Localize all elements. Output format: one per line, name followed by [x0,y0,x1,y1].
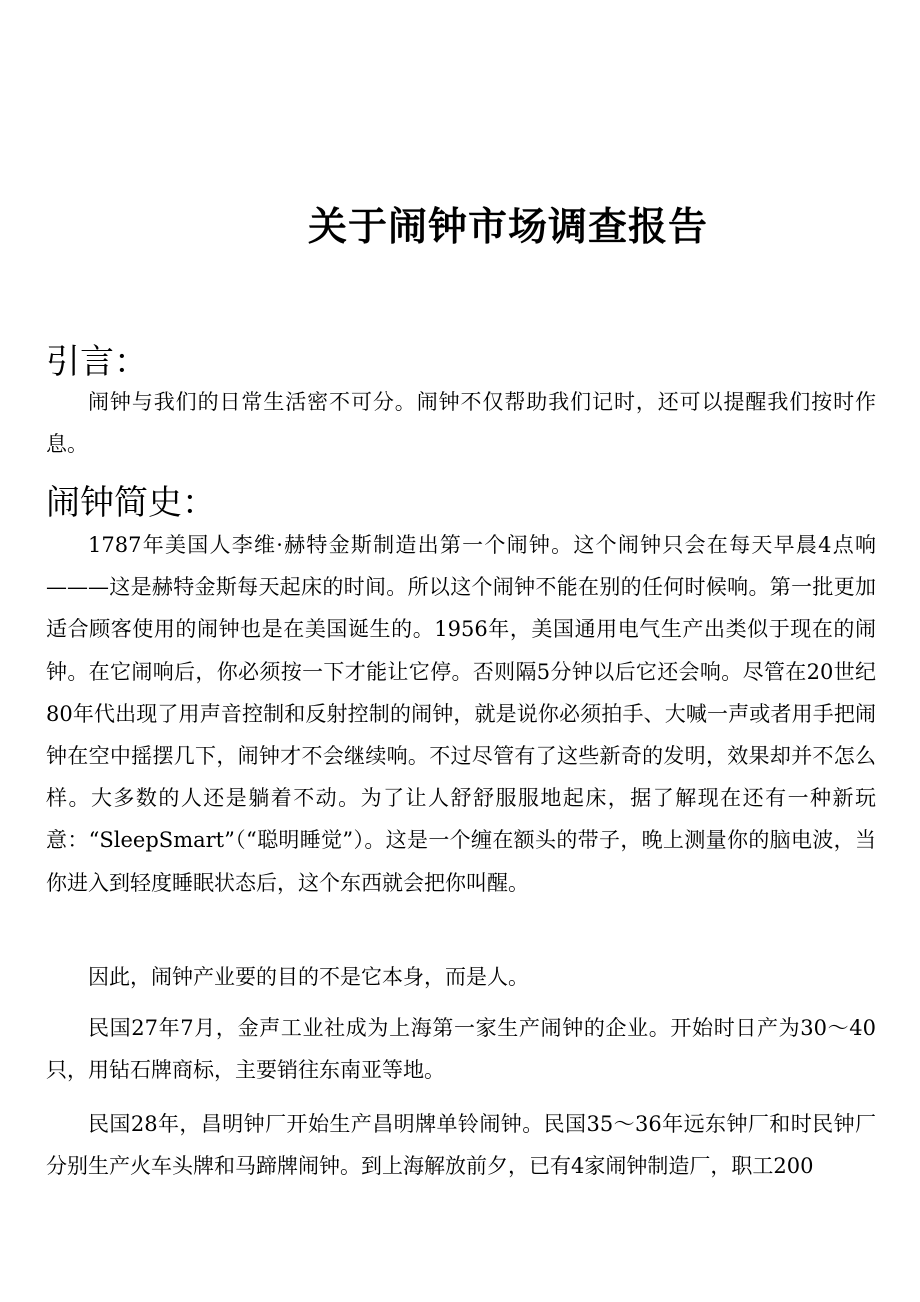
section-heading-intro: 引言： [46,342,148,382]
history-paragraph-2: 因此，闹钟产业要的目的不是它本身，而是人。 [88,965,529,989]
intro-paragraph: 闹钟与我们的日常生活密不可分。闹钟不仅帮助我们记时，还可以提醒我们按时作息。 [46,390,876,457]
history-paragraph-3: 民国27年7月，金声工业社成为上海第一家生产闹钟的企业。开始时日产为30～40只，用钻石牌商标，主要销往东南亚等地。 [46,1016,876,1083]
section-heading-history: 闹钟简史： [46,483,216,523]
document-title: 关于闹钟市场调查报告 [307,205,708,250]
history-paragraph-4: 民国28年，昌明钟厂开始生产昌明牌单铃闹钟。民国35～36年远东钟厂和时民钟厂分别生产火车头牌和马蹄牌闹钟。到上海解放前夕，已有4家闹钟制造厂，职工200 [46,1112,876,1179]
history-paragraph-1: 1787年美国人李维·赫特金斯制造出第一个闹钟。这个闹钟只会在每天早晨4点响———这是赫特金斯每天起床的时间。所以这个闹钟不能在别的任何时候响。第一批更加适合顾客使用的闹钟也是在美国诞生的。1956年，美国通用电气生产出类似于现在的闹钟。在它闹响后，你必须按一下才能让它停。否则隔5分钟以后它还会响。尽管在20世纪80年代出现了用声音控制和反射控制的闹钟，就是说你必须拍手、大喊一声或者用手把闹钟在空中摇摆几下，闹钟才不会继续响。不过尽管有了这些新奇的发明，效果却并不怎么样。大多数的人还是躺着不动。为了让人舒舒服服地起床，据了解现在还有一种新玩意：“SleepSmart”（“聪明睡觉”）。这是一个缠在额头的带子，晚上测量你的脑电波，当你进入到轻度睡眠状态后，这个东西就会把你叫醒。 [46,533,876,895]
